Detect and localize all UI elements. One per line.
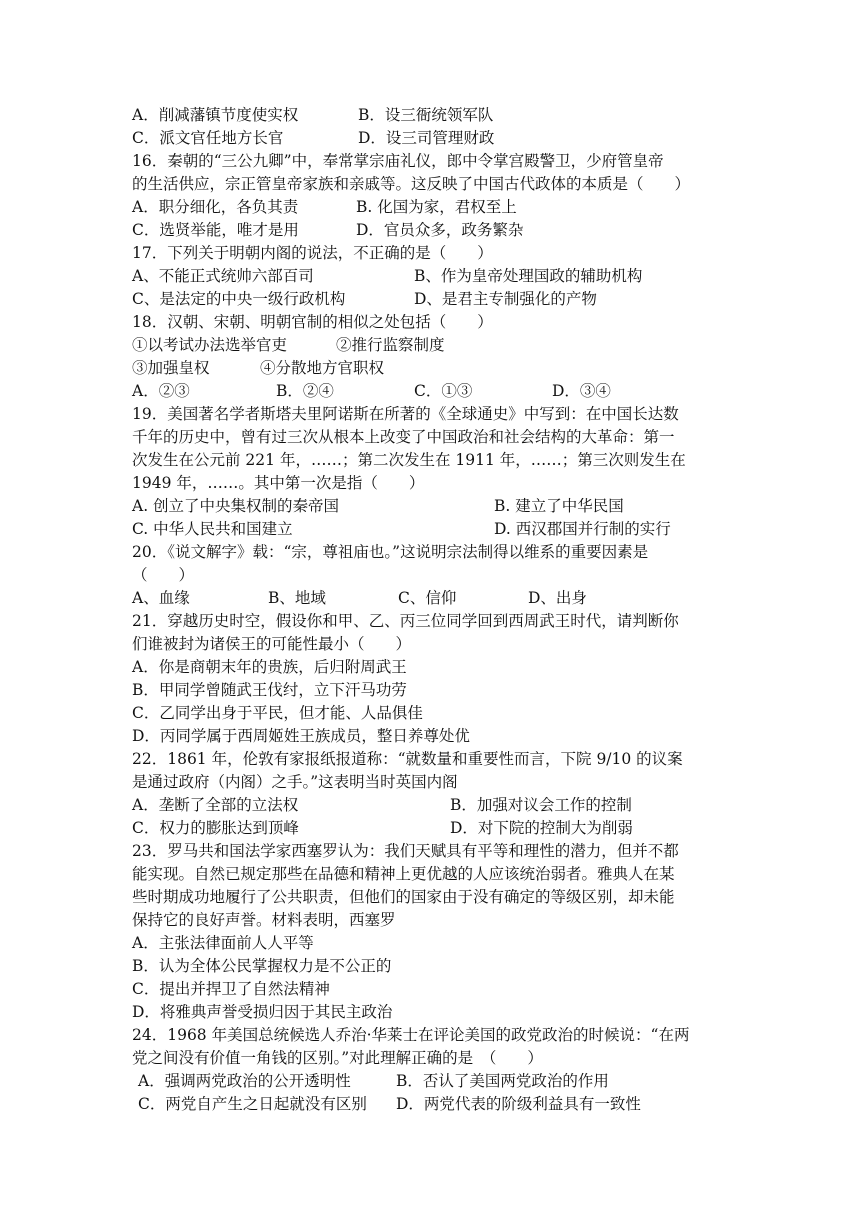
q20-stem: 20．《说文解字》载：“宗，尊祖庙也。”这说明宗法制得以维系的重要因素是 (132, 543, 649, 561)
q15-option-c: C．派文官任地方长官 (132, 129, 284, 147)
q21-stem: 们谁被封为诸侯王的可能性最小（ ） (132, 635, 412, 653)
q19-option-c: C. 中华人民共和国建立 (132, 520, 293, 538)
q20-option-a: A、血缘 (132, 589, 190, 607)
q16-option-a: A．职分细化，各负其责 (132, 198, 299, 216)
q19-stem: 次发生在公元前 221 年，……；第二次发生在 1911 年，……；第三次则发生在 (132, 451, 686, 469)
q15-option-b: B．设三衙统领军队 (358, 106, 494, 124)
q20-option-b: B、地域 (268, 589, 326, 607)
q16-option-b: B. 化国为家，君权至上 (356, 198, 517, 216)
q22-option-a: A．垄断了全部的立法权 (132, 796, 299, 814)
q23-option-b: B．认为全体公民掌握权力是不公正的 (132, 957, 392, 975)
q18-item-3: ③加强皇权 (132, 359, 210, 377)
q19-option-d: D. 西汉郡国并行制的实行 (494, 520, 671, 538)
q17-option-d: D、是君主专制强化的产物 (414, 290, 597, 308)
q22-option-b: B．加强对议会工作的控制 (450, 796, 632, 814)
q18-item-4: ④分散地方官职权 (260, 359, 385, 377)
q22-option-c: C．权力的膨胀达到顶峰 (132, 819, 299, 837)
q23-stem: 保持它的良好声誉。材料表明，西塞罗 (132, 911, 396, 929)
q22-stem: 是通过政府（内阁）之手。”这表明当时英国内阁 (132, 773, 458, 791)
q16-option-c: C．选贤举能，唯才是用 (132, 221, 299, 239)
q22-stem: 22．1861 年，伦敦有家报纸报道称：“就数量和重要性而言，下院 9/10 的议案 (132, 750, 683, 768)
q20-option-c: C、信仰 (398, 589, 457, 607)
q19-stem: 19．美国著名学者斯塔夫里阿诺斯在所著的《全球通史》中写到：在中国长达数 (132, 405, 679, 423)
q19-option-b: B. 建立了中华民国 (494, 497, 624, 515)
q16-stem: 16．秦朝的“三公九卿”中，奉常掌宗庙礼仪，郎中令掌宫殿警卫，少府管皇帝 (132, 152, 664, 170)
q21-option-c: C．乙同学出身于平民，但才能、人品俱佳 (132, 704, 423, 722)
q18-item-1: ①以考试办法选举官吏 (132, 336, 288, 354)
q24-option-a: A．强调两党政治的公开透明性 (138, 1072, 351, 1090)
q23-option-a: A．主张法律面前人人平等 (132, 934, 314, 952)
q19-option-a: A. 创立了中央集权制的秦帝国 (132, 497, 340, 515)
q18-option-b: B．②④ (276, 382, 334, 400)
q17-stem: 17．下列关于明朝内阁的说法，不正确的是（ ） (132, 244, 493, 262)
q18-stem: 18．汉朝、宋朝、明朝官制的相似之处包括（ ） (132, 313, 493, 331)
q19-stem: 千年的历史中，曾有过三次从根本上改变了中国政治和社会结构的大革命：第一 (132, 428, 675, 446)
q17-option-c: C、是法定的中央一级行政机构 (132, 290, 346, 308)
q18-option-c: C．①③ (414, 382, 473, 400)
q17-option-b: B、作为皇帝处理国政的辅助机构 (414, 267, 643, 285)
q15-option-d: D．设三司管理财政 (358, 129, 495, 147)
q23-option-d: D．将雅典声誉受损归因于其民主政治 (132, 1003, 393, 1021)
q23-option-c: C．提出并捍卫了自然法精神 (132, 980, 330, 998)
q22-option-d: D．对下院的控制大为削弱 (450, 819, 633, 837)
q21-stem: 21．穿越历史时空，假设你和甲、乙、丙三位同学回到西周武王时代，请判断你 (132, 612, 679, 630)
q24-option-b: B．否认了美国两党政治的作用 (396, 1072, 609, 1090)
q21-option-b: B．甲同学曾随武王伐纣，立下汗马功劳 (132, 681, 407, 699)
q24-stem: 24．1968 年美国总统候选人乔治·华莱士在评论美国的政党政治的时候说：“在两 (132, 1026, 690, 1044)
q16-option-d: D．官员众多，政务繁杂 (356, 221, 524, 239)
q24-option-d: D．两党代表的阶级利益具有一致性 (396, 1095, 641, 1113)
q21-option-d: D．丙同学属于西周姬姓王族成员，整日养尊处优 (132, 727, 470, 745)
q17-option-a: A、不能正式统帅六部百司 (132, 267, 314, 285)
q20-option-d: D、出身 (528, 589, 587, 607)
q24-stem: 党之间没有价值一角钱的区别。”对此理解正确的是 （ ） (132, 1049, 543, 1067)
q18-option-d: D．③④ (552, 382, 611, 400)
q21-option-a: A．你是商朝末年的贵族，后归附周武王 (132, 658, 407, 676)
q18-option-a: A．②③ (132, 382, 190, 400)
q15-option-a: A．削减藩镇节度使实权 (132, 106, 299, 124)
q24-option-c: C．两党自产生之日起就没有区别 (138, 1095, 367, 1113)
q16-stem: 的生活供应，宗正管皇帝家族和亲戚等。这反映了中国古代政体的本质是（ ） (132, 175, 691, 193)
q23-stem: 些时期成功地履行了公共职责，但他们的国家由于没有确定的等级区别，却未能 (132, 888, 675, 906)
q23-stem: 23．罗马共和国法学家西塞罗认为：我们天赋具有平等和理性的潜力，但并不都 (132, 842, 679, 860)
q18-item-2: ②推行监察制度 (336, 336, 445, 354)
q23-stem: 能实现。自然已规定那些在品德和精神上更优越的人应该统治弱者。雅典人在某 (132, 865, 675, 883)
q19-stem: 1949 年，……。其中第一次是指（ ） (132, 474, 425, 492)
q20-stem: （ ） (132, 566, 195, 584)
